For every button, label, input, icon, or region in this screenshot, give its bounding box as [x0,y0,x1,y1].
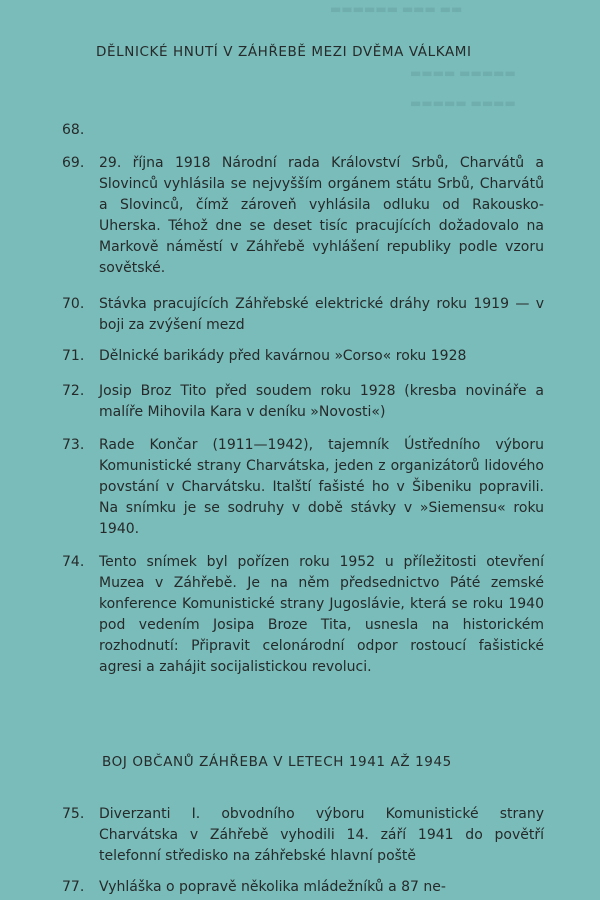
caption-number: 69. [62,155,85,171]
caption-text: Vyhláška o popravě několika mládežníků a 87 ne- [99,879,446,895]
caption-text: Rade Končar (1911—1942), tajemník Ústředního výboru Komunistické strany Charvátska, jeden z organizátorů lidového povstání v Charvátsku. Italští fašisté ho v Šibeniku popravili. Na snímku je se sodruhy v době stávky v »Siemensu« roku 1940. [99,437,544,537]
section-heading-wartime: BOJ OBČANŮ ZÁHŘEBA V LETECH 1941 AŽ 1945 [102,754,452,770]
caption-text: Diverzanti I. obvodního výboru Komunistické strany Charvátska v Záhřebě vyhodili 14. září 1941 do povětří telefonní středisko na záhřebské hlavní poště [99,806,544,864]
caption-number: 73. [62,437,85,453]
show-through-texture: ▬▬▬▬▬▬ ▬▬▬ ▬▬ [330,2,463,16]
caption-number: 74. [62,554,85,570]
caption-number: 75. [62,806,85,822]
show-through-texture: ▬▬▬▬ ▬▬▬▬▬ [410,66,516,80]
caption-number: 68. [62,122,85,138]
caption-number: 70. [62,296,85,312]
caption-number: 72. [62,383,85,399]
section-heading-interwar: DĚLNICKÉ HNUTÍ V ZÁHŘEBĚ MEZI DVĚMA VÁLKAMI [96,44,472,60]
caption-number: 77. [62,879,85,895]
caption-text: Dělnické barikády před kavárnou »Corso« roku 1928 [99,348,467,364]
show-through-texture: ▬▬▬▬▬ ▬▬▬▬ [410,96,516,110]
caption-number: 71. [62,348,85,364]
caption-text: Stávka pracujících Záhřebské elektrické dráhy roku 1919 — v boji za zvýšení mezd [99,296,544,333]
caption-text: 29. října 1918 Národní rada Království Srbů, Charvátů a Slovinců vyhlásila se nejvyšším orgánem státu Srbů, Charvátů a Slovinců, čímž zároveň vyhlásila odluku od Rakousko-Uherska. Téhož dne se deset tisíc pracujících dožadovalo na Markově náměstí v Záhřebě vyhlášení republiky podle vzoru sovětské. [99,155,544,276]
caption-text: Tento snímek byl pořízen roku 1952 u příležitosti otevření Muzea v Záhřebě. Je na něm předsednictvo Páté zemské konference Komunistické strany Jugoslávie, která se roku 1940 pod vedením Josipa Broze Tita, usnesla na historickém rozhodnutí: Připravit celonárodní odpor rostoucí fašistické agresi a zahájit socijalistickou revoluci. [99,554,544,675]
caption-text: Josip Broz Tito před soudem roku 1928 (kresba novináře a malíře Mihovila Kara v deníku »Novosti«) [99,383,544,420]
